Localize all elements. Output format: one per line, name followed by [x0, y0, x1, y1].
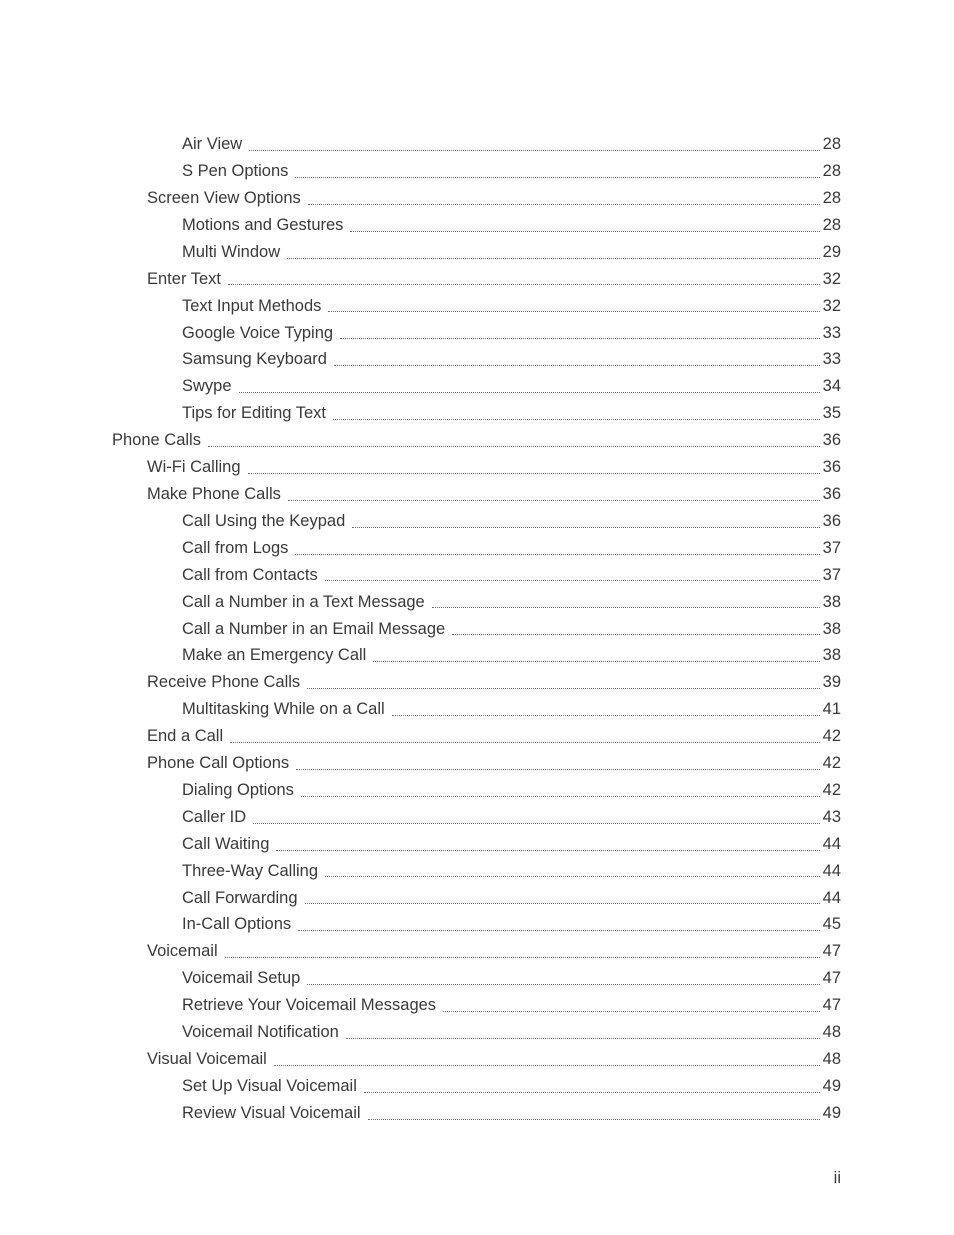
toc-dot-leader: [239, 392, 820, 393]
toc-entry[interactable]: [0, 992, 954, 1019]
toc-dot-leader: [295, 554, 819, 555]
toc-entry[interactable]: [0, 400, 954, 427]
toc-entry-page: 28: [822, 135, 841, 154]
toc-entry-title: Call Using the Keypad: [182, 511, 346, 530]
toc-entry-page: 35: [822, 404, 841, 423]
toc-entry-title: Visual Voicemail: [147, 1050, 267, 1069]
toc-entry[interactable]: [0, 212, 954, 239]
toc-entry-title: Multitasking While on a Call: [182, 700, 385, 719]
toc-dot-leader: [392, 715, 820, 716]
toc-dot-leader: [368, 1119, 820, 1120]
toc-entry-title: Enter Text: [147, 269, 221, 288]
toc-entry[interactable]: [0, 454, 954, 481]
toc-entry-page: 47: [822, 996, 841, 1015]
toc-entry-title: Caller ID: [182, 807, 247, 826]
toc-entry-title: Wi-Fi Calling: [147, 458, 241, 477]
toc-entry-page: 47: [822, 942, 841, 961]
toc-entry[interactable]: [0, 508, 954, 535]
toc-entry[interactable]: [0, 669, 954, 696]
toc-entry-title: Dialing Options: [182, 780, 294, 799]
toc-entry[interactable]: [0, 266, 954, 293]
toc-entry-page: 36: [822, 431, 841, 450]
toc-entry[interactable]: [0, 911, 954, 938]
toc-entry-page: 36: [822, 458, 841, 477]
toc-entry-title: In-Call Options: [182, 915, 292, 934]
toc-dot-leader: [443, 1011, 820, 1012]
toc-entry-page: 32: [822, 269, 841, 288]
toc-entry[interactable]: [0, 696, 954, 723]
toc-entry-page: 37: [822, 565, 841, 584]
toc-entry-page: 36: [822, 484, 841, 503]
toc-entry-title: Make Phone Calls: [147, 484, 281, 503]
toc-entry-title: Phone Call Options: [147, 754, 290, 773]
toc-dot-leader: [364, 1092, 820, 1093]
toc-entry-page: 33: [822, 323, 841, 342]
toc-entry-page: 44: [822, 888, 841, 907]
toc-entry-page: 42: [822, 754, 841, 773]
toc-dot-leader: [325, 580, 820, 581]
toc-entry[interactable]: [0, 1046, 954, 1073]
toc-entry-page: 42: [822, 780, 841, 799]
toc-entry-title: Make an Emergency Call: [182, 646, 367, 665]
toc-entry[interactable]: [0, 804, 954, 831]
toc-entry-title: Motions and Gestures: [182, 215, 344, 234]
toc-entry[interactable]: [0, 750, 954, 777]
toc-dot-leader: [274, 1065, 820, 1066]
toc-entry-page: 48: [822, 1050, 841, 1069]
toc-entry-title: Call from Contacts: [182, 565, 318, 584]
toc-entry-page: 49: [822, 1076, 841, 1095]
toc-entry-page: 34: [822, 377, 841, 396]
toc-entry-page: 29: [822, 242, 841, 261]
toc-dot-leader: [288, 500, 820, 501]
toc-entry-page: 38: [822, 646, 841, 665]
toc-entry[interactable]: [0, 723, 954, 750]
toc-entry[interactable]: [0, 535, 954, 562]
toc-entry-page: 37: [822, 538, 841, 557]
toc-entry[interactable]: [0, 427, 954, 454]
toc-dot-leader: [298, 930, 820, 931]
toc-entry-title: Voicemail: [147, 942, 218, 961]
toc-entry[interactable]: [0, 1019, 954, 1046]
toc-entry[interactable]: [0, 158, 954, 185]
toc-entry-page: 28: [822, 215, 841, 234]
toc-entry[interactable]: [0, 373, 954, 400]
toc-dot-leader: [346, 1038, 820, 1039]
toc-entry-title: Phone Calls: [112, 431, 201, 450]
toc-entry-page: 45: [822, 915, 841, 934]
toc-dot-leader: [253, 823, 819, 824]
toc-entry-title: End a Call: [147, 727, 224, 746]
toc-dot-leader: [352, 527, 819, 528]
toc-entry[interactable]: [0, 185, 954, 212]
toc-entry-title: Call Waiting: [182, 834, 270, 853]
toc-entry[interactable]: [0, 615, 954, 642]
toc-entry[interactable]: [0, 239, 954, 266]
toc-entry[interactable]: [0, 1073, 954, 1100]
toc-entry-page: 28: [822, 189, 841, 208]
toc-dot-leader: [334, 365, 820, 366]
toc-dot-leader: [340, 338, 820, 339]
toc-entry-title: Google Voice Typing: [182, 323, 334, 342]
toc-entry-title: Voicemail Setup: [182, 969, 301, 988]
toc-entry[interactable]: [0, 857, 954, 884]
toc-entry-page: 44: [822, 834, 841, 853]
toc-entry[interactable]: [0, 831, 954, 858]
page-number: ii: [833, 1169, 841, 1187]
toc-dot-leader: [208, 446, 820, 447]
toc-entry-page: 47: [822, 969, 841, 988]
toc-entry-title: Air View: [182, 135, 243, 154]
toc-dot-leader: [295, 177, 819, 178]
toc-entry[interactable]: [0, 131, 954, 158]
toc-entry-page: 38: [822, 619, 841, 638]
toc-entry-page: 32: [822, 296, 841, 315]
toc-entry-title: Call a Number in an Email Message: [182, 619, 446, 638]
toc-dot-leader: [296, 769, 819, 770]
toc-entry[interactable]: [0, 884, 954, 911]
toc-entry-title: S Pen Options: [182, 162, 289, 181]
toc-dot-leader: [307, 984, 819, 985]
toc-entry-page: 41: [822, 700, 841, 719]
toc-entry-page: 38: [822, 592, 841, 611]
toc-entry[interactable]: [0, 481, 954, 508]
toc-entry[interactable]: [0, 938, 954, 965]
toc-entry[interactable]: [0, 319, 954, 346]
toc-entry-page: 42: [822, 727, 841, 746]
toc-entry-title: Screen View Options: [147, 189, 301, 208]
toc-entry-page: 33: [822, 350, 841, 369]
toc-dot-leader: [373, 661, 819, 662]
toc-entry-title: Text Input Methods: [182, 296, 322, 315]
toc-dot-leader: [308, 204, 820, 205]
toc-entry-title: Retrieve Your Voicemail Messages: [182, 996, 437, 1015]
toc-entry[interactable]: [0, 642, 954, 669]
toc-dot-leader: [301, 796, 820, 797]
toc-dot-leader: [276, 850, 819, 851]
toc-dot-leader: [225, 957, 820, 958]
table-of-contents: [0, 131, 954, 1127]
toc-dot-leader: [230, 742, 820, 743]
toc-entry-page: 48: [822, 1023, 841, 1042]
toc-dot-leader: [432, 607, 820, 608]
toc-entry-title: Set Up Visual Voicemail: [182, 1076, 357, 1095]
toc-dot-leader: [305, 903, 820, 904]
toc-dot-leader: [228, 284, 820, 285]
toc-entry-title: Multi Window: [182, 242, 281, 261]
toc-entry[interactable]: [0, 562, 954, 589]
toc-entry[interactable]: [0, 346, 954, 373]
toc-entry-title: Samsung Keyboard: [182, 350, 327, 369]
toc-entry-page: 36: [822, 511, 841, 530]
toc-entry-page: 44: [822, 861, 841, 880]
toc-entry[interactable]: [0, 1100, 954, 1127]
toc-dot-leader: [307, 688, 819, 689]
toc-entry-title: Review Visual Voicemail: [182, 1103, 361, 1122]
toc-entry-title: Call from Logs: [182, 538, 289, 557]
toc-dot-leader: [328, 311, 819, 312]
toc-entry-title: Tips for Editing Text: [182, 404, 326, 423]
toc-entry-title: Three-Way Calling: [182, 861, 319, 880]
toc-entry[interactable]: [0, 588, 954, 615]
toc-entry-title: Call a Number in a Text Message: [182, 592, 425, 611]
toc-entry-page: 28: [822, 162, 841, 181]
toc-dot-leader: [287, 258, 820, 259]
toc-dot-leader: [333, 419, 820, 420]
toc-dot-leader: [249, 150, 819, 151]
toc-dot-leader: [325, 876, 820, 877]
toc-entry[interactable]: [0, 965, 954, 992]
toc-entry-title: Receive Phone Calls: [147, 673, 301, 692]
toc-entry-title: Voicemail Notification: [182, 1023, 339, 1042]
toc-entry-page: 43: [822, 807, 841, 826]
toc-dot-leader: [452, 634, 819, 635]
toc-dot-leader: [350, 231, 819, 232]
toc-entry[interactable]: [0, 292, 954, 319]
toc-dot-leader: [248, 473, 820, 474]
toc-entry-page: 49: [822, 1103, 841, 1122]
toc-entry[interactable]: [0, 777, 954, 804]
toc-entry-page: 39: [822, 673, 841, 692]
toc-entry-title: Call Forwarding: [182, 888, 298, 907]
toc-entry-title: Swype: [182, 377, 232, 396]
